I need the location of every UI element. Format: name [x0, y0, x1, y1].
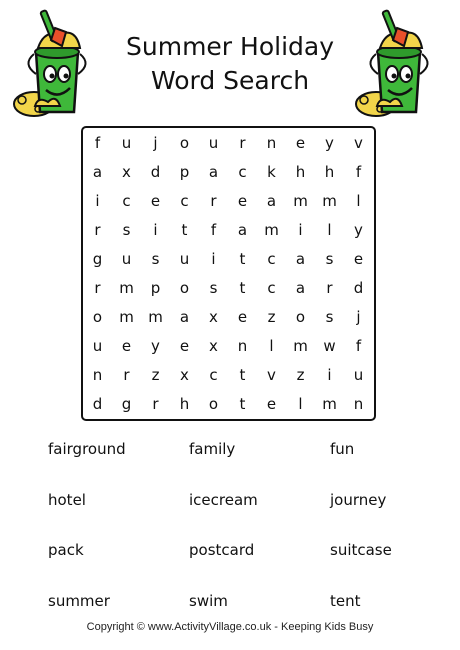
grid-letter: i: [211, 250, 216, 268]
grid-letter: m: [119, 308, 134, 326]
grid-letter: k: [267, 163, 276, 181]
grid-letter: c: [180, 192, 189, 210]
grid-letter: l: [327, 221, 332, 239]
word-list-item: suitcase: [330, 541, 392, 559]
grid-letter: e: [150, 192, 161, 210]
word-list-item: icecream: [189, 490, 258, 509]
word-search-grid: [83, 129, 373, 419]
grid-letter: u: [121, 134, 132, 152]
grid-letter: a: [208, 163, 219, 181]
grid-letter: l: [298, 395, 303, 413]
grid-letter: d: [150, 163, 161, 181]
sand-bucket-icon: [350, 8, 450, 120]
grid-letter: s: [325, 250, 334, 268]
grid-letter: e: [121, 337, 132, 355]
grid-letter: o: [179, 279, 190, 297]
grid-letter: n: [92, 366, 103, 384]
grid-letter: o: [208, 395, 219, 413]
grid-letter: u: [92, 337, 103, 355]
word-list-item: journey: [330, 490, 387, 509]
grid-letter: l: [356, 192, 361, 210]
grid-letter: a: [295, 279, 306, 297]
grid-letter: p: [150, 279, 161, 297]
sand-bucket-icon: [8, 8, 108, 120]
grid-letter: e: [266, 395, 277, 413]
grid-letter: z: [267, 308, 276, 326]
grid-letter: h: [295, 163, 306, 181]
word-list-item: tent: [330, 591, 361, 610]
grid-letter: o: [179, 134, 190, 152]
grid-letter: m: [322, 192, 337, 210]
word-list-item: summer: [48, 591, 110, 610]
grid-letter: r: [239, 134, 246, 152]
grid-letter: s: [209, 279, 218, 297]
grid-letter: m: [322, 395, 337, 413]
grid-letter: r: [210, 192, 217, 210]
grid-letter: t: [239, 250, 246, 268]
grid-letter: m: [293, 192, 308, 210]
grid-letter: t: [181, 221, 188, 239]
grid-letter: c: [122, 192, 131, 210]
grid-letter: r: [94, 279, 101, 297]
grid-letter: h: [179, 395, 190, 413]
grid-letter: e: [179, 337, 190, 355]
grid-letter: y: [151, 337, 160, 355]
grid-letter: m: [119, 279, 134, 297]
grid-letter: n: [266, 134, 277, 152]
grid-letter: a: [237, 221, 248, 239]
grid-letter: l: [269, 337, 274, 355]
grid-letter: x: [180, 366, 189, 384]
word-list: [48, 434, 448, 636]
grid-letter: y: [325, 134, 334, 152]
grid-letter: f: [355, 337, 362, 355]
grid-letter: j: [356, 308, 361, 326]
grid-letter: o: [295, 308, 306, 326]
grid-letter: a: [179, 308, 190, 326]
grid-letter: t: [239, 279, 246, 297]
grid-letter: s: [122, 221, 131, 239]
grid-letter: f: [355, 163, 362, 181]
grid-letter: d: [92, 395, 103, 413]
grid-letter: r: [152, 395, 159, 413]
page-title: [100, 30, 360, 98]
grid-letter: h: [324, 163, 335, 181]
grid-letter: u: [353, 366, 364, 384]
grid-letter: c: [267, 250, 276, 268]
word-list-item: hotel: [48, 490, 86, 509]
grid-letter: a: [266, 192, 277, 210]
grid-letter: s: [325, 308, 334, 326]
grid-letter: i: [95, 192, 100, 210]
grid-letter: p: [179, 163, 190, 181]
grid-letter: n: [353, 395, 364, 413]
grid-letter: d: [353, 279, 364, 297]
grid-letter: g: [121, 395, 132, 413]
grid-letter: c: [238, 163, 247, 181]
grid-letter: e: [237, 192, 248, 210]
word-list-item: fairground: [48, 440, 126, 458]
grid-letter: c: [267, 279, 276, 297]
grid-letter: u: [179, 250, 190, 268]
title-line-2: Word Search: [150, 66, 310, 95]
grid-letter: r: [94, 221, 101, 239]
grid-letter: u: [121, 250, 132, 268]
word-list-item: swim: [189, 591, 228, 610]
word-list-item: family: [189, 440, 236, 458]
grid-letter: r: [326, 279, 333, 297]
grid-letter: z: [296, 366, 305, 384]
copyright-text: Copyright © www.ActivityVillage.co.uk - Keeping Kids Busy: [86, 621, 374, 633]
grid-letter: a: [92, 163, 103, 181]
word-list-item: fun: [330, 440, 355, 458]
grid-letter: w: [323, 337, 336, 355]
title-line-1: Summer Holiday: [126, 32, 334, 61]
grid-letter: e: [237, 308, 248, 326]
grid-letter: x: [209, 308, 218, 326]
grid-letter: m: [148, 308, 163, 326]
grid-letter: t: [239, 366, 246, 384]
grid-letter: r: [123, 366, 130, 384]
grid-letter: t: [239, 395, 246, 413]
grid-letter: o: [92, 308, 103, 326]
grid-letter: i: [327, 366, 332, 384]
grid-letter: g: [92, 250, 103, 268]
grid-letter: m: [293, 337, 308, 355]
grid-letter: m: [264, 221, 279, 239]
grid-letter: n: [237, 337, 248, 355]
grid-letter: a: [295, 250, 306, 268]
grid-letter: e: [353, 250, 364, 268]
grid-letter: y: [354, 221, 363, 239]
grid-letter: e: [295, 134, 306, 152]
grid-letter: v: [267, 366, 276, 384]
grid-letter: v: [354, 134, 363, 152]
grid-letter: f: [210, 221, 217, 239]
grid-letter: u: [208, 134, 219, 152]
grid-letter: x: [209, 337, 218, 355]
grid-letter: i: [153, 221, 158, 239]
grid-letter: i: [298, 221, 303, 239]
grid-letter: f: [94, 134, 101, 152]
word-list-item: postcard: [189, 541, 255, 559]
grid-letter: s: [151, 250, 160, 268]
grid-letter: j: [153, 134, 158, 152]
grid-letter: x: [122, 163, 131, 181]
grid-letter: z: [151, 366, 160, 384]
word-list-item: pack: [48, 541, 84, 559]
grid-letter: c: [209, 366, 218, 384]
